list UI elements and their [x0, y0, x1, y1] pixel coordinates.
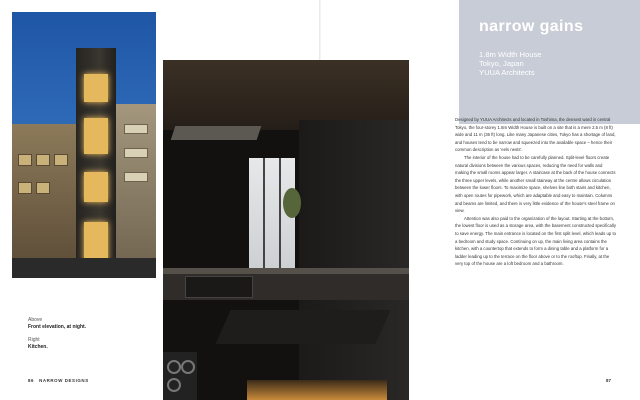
body-paragraph: The interior of the house had to be carefully planned. Split-level floors create natural divisions between the various spaces, reducing the need for walls and making the small rooms appear larger. A staircase at the back of the house connects the three upper levels, while another small stairway at the centre allows circulation between the lower floors. To maximize space, shelves line both stairs and kitchen, with open routes for pipework, which are adaptable and easy to maintain. Columns and beams are limited, and there is very little evidence of the house's steel frame on view.: [455, 154, 616, 214]
lit-window: [84, 74, 108, 102]
lit-window: [84, 172, 108, 202]
dining-counter: [215, 310, 390, 344]
page-number-left: 86: [28, 378, 35, 383]
window: [36, 182, 50, 194]
sink: [185, 276, 253, 298]
running-head: NARROW DESIGNS: [39, 378, 89, 383]
exterior-night-photo: [12, 12, 156, 278]
window: [124, 148, 148, 158]
caption-label-right: Right: [28, 337, 40, 343]
project-name: 1.8m Width House: [479, 50, 542, 59]
street: [12, 258, 156, 278]
title-block: [459, 0, 640, 124]
window: [18, 182, 32, 194]
dark-wall: [299, 120, 409, 400]
caption-label-above: Above: [28, 317, 43, 323]
page-title: narrow gains: [479, 18, 584, 35]
folio-left: [28, 378, 94, 383]
narrow-house-tower: [76, 48, 116, 278]
project-info: [479, 50, 541, 77]
caption-text-above: Front elevation, at night.: [28, 324, 87, 330]
lit-window: [84, 118, 108, 154]
window: [54, 154, 68, 166]
window: [18, 154, 32, 166]
kitchen-photo: [163, 60, 409, 400]
range-hood: [171, 126, 262, 140]
neighbor-building-left: [12, 124, 76, 278]
body-text: [455, 116, 617, 268]
body-paragraph: Designed by YUUA Architects and located in Toshima, the densest ward in central Tokyo, the four-storey 1.8m Width House is built on a site that is a mere 2.5 m (8 ft) wide and 11 m (36 ft) long. Like many Japanese cities, Tokyo has a shortage of land, and houses tend to be narrow and squeezed into the available space – hence their common description as 'eels nests'.: [455, 117, 616, 153]
stove: [163, 352, 197, 400]
photo-captions: [28, 317, 86, 351]
floor-light-glow: [247, 380, 387, 400]
body-paragraph: Attention was also paid to the organization of the layout. Starting at the bottom, the lowest floor is used as a storage area, with the basement constructed specifically to save energy. The main entrance is located on the first split level, which leads up to a bedroom and study space. Continuing on up, the main living area contains the kitchen, with a countertop that extends to form a dining table and a platform for a ladder leading up to the terrace on the floor above or to the rooftop. Finally, at the very top of the house are a loft bedroom and a bathroom.: [455, 215, 617, 267]
project-location: Tokyo, Japan: [479, 59, 524, 68]
potted-plant: [283, 188, 301, 218]
window: [124, 172, 148, 182]
caption-text-right: Kitchen.: [28, 344, 48, 350]
folio-right: [606, 378, 616, 383]
page-number-right: 87: [606, 378, 611, 383]
lit-entrance: [84, 222, 108, 262]
project-architect: YUUA Architects: [479, 68, 535, 77]
window: [124, 124, 148, 134]
neighbor-building-right: [116, 104, 156, 278]
window: [36, 154, 50, 166]
